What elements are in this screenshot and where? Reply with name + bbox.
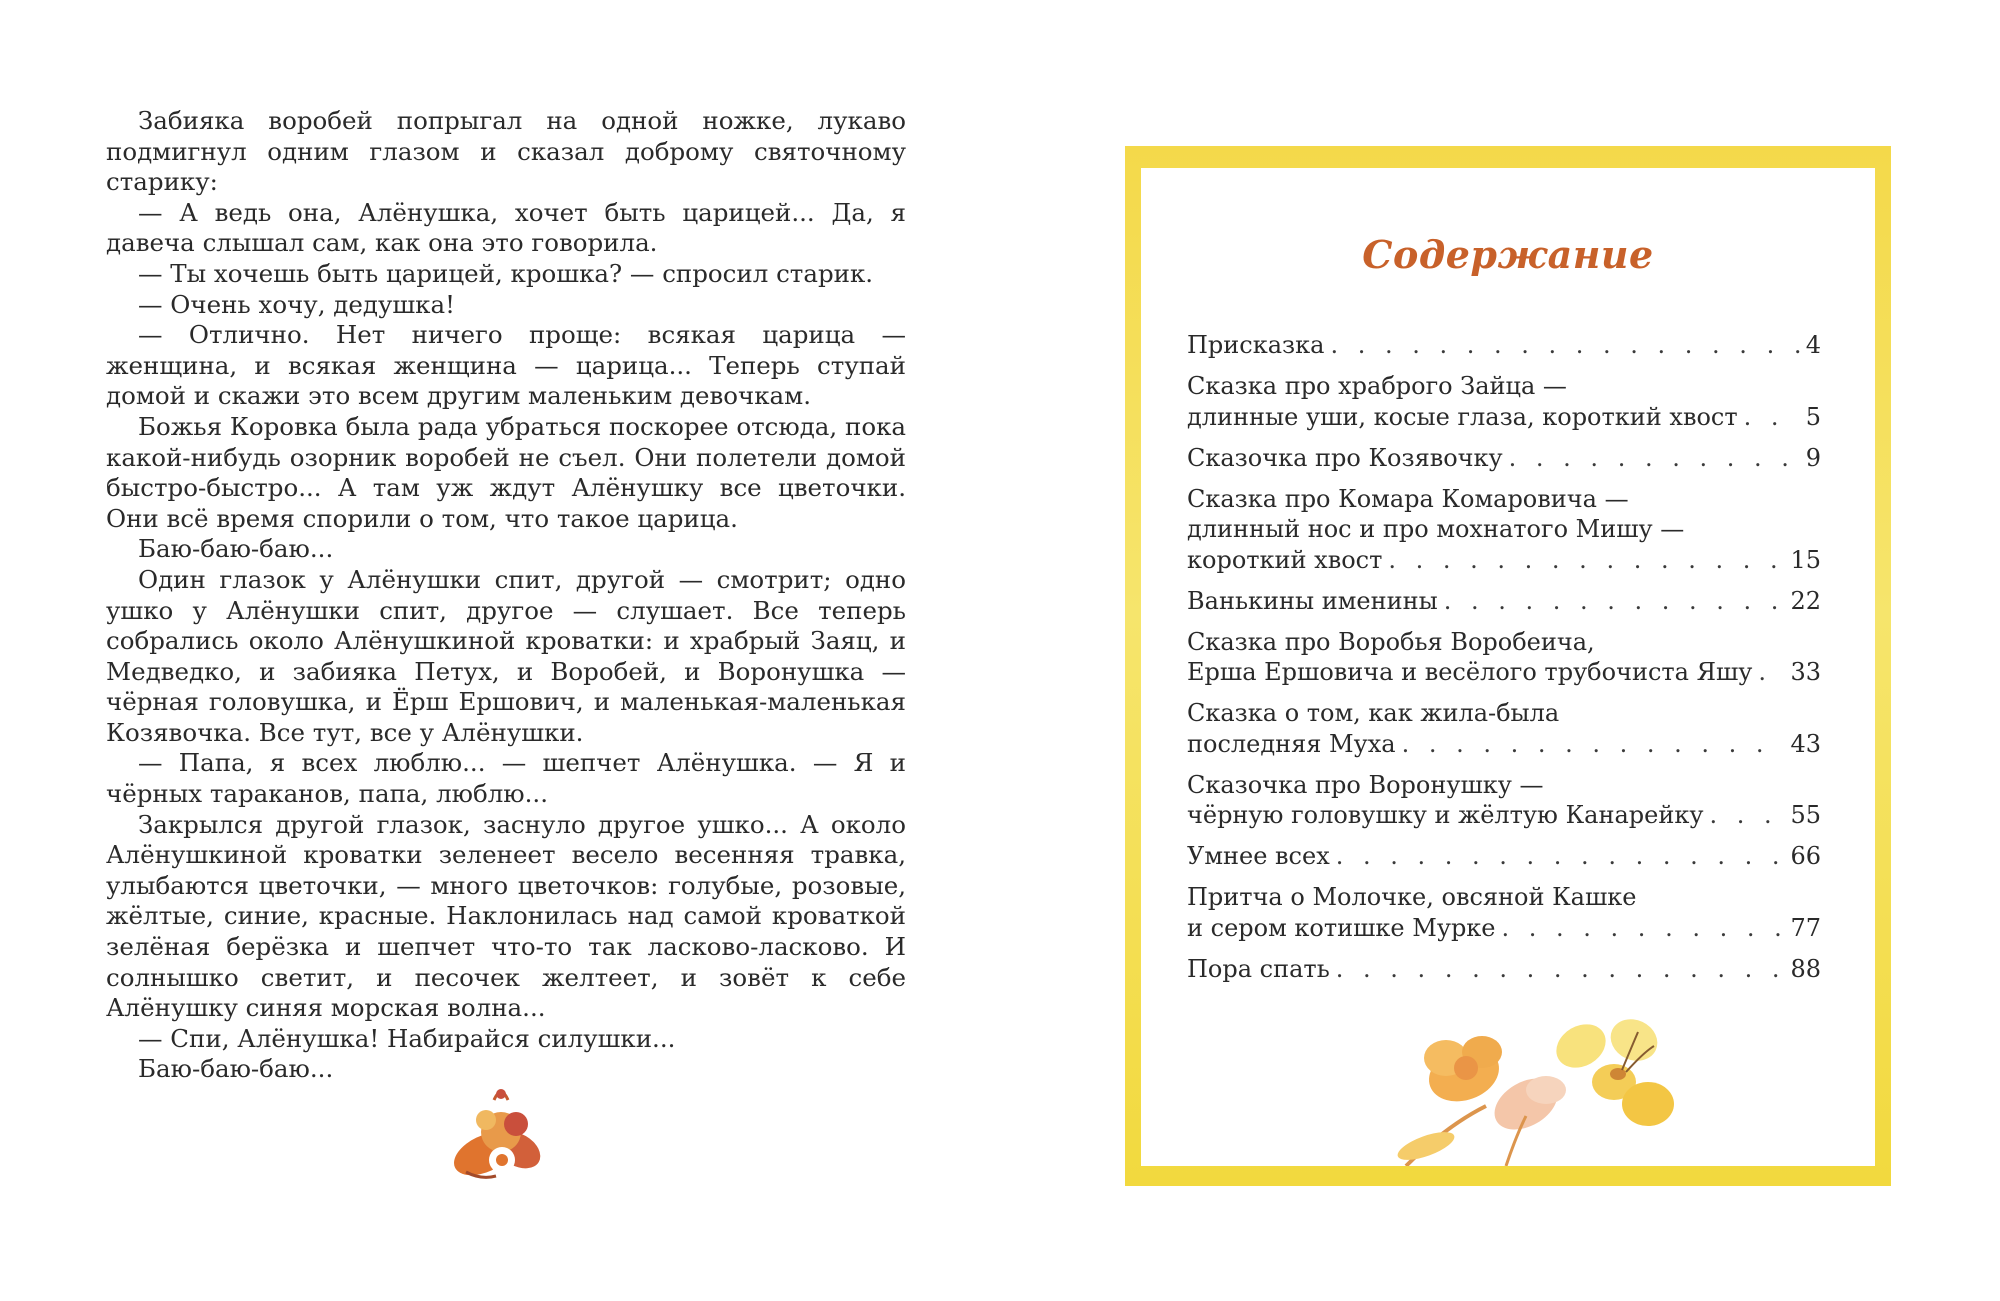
story-paragraph: Забияка воробей попрыгал на одной ножке, лукаво подмигнул одним глазом и сказал доброму святочному старику: xyxy=(106,106,906,197)
toc-entry[interactable] xyxy=(1187,484,1821,576)
toc-entry[interactable] xyxy=(1187,954,1821,985)
toc-page-number: 88 xyxy=(1790,954,1821,983)
flowers-and-bee-illustration-icon xyxy=(1386,1016,1716,1166)
story-paragraph: Закрылся другой глазок, заснуло другое ушко... А около Алёнушкиной кроватки зеленеет весело весенняя травка, улыбаются цветочки, — много цветочков: голубые, розовые, жёлтые, синие, красные. Наклонилась над самой кроваткой зелёная берёзка и шепчет что-то так ласково-ласково. И солнышко светит, и песочек желтеет, и зовёт к себе Алёнушку синяя морская волна... xyxy=(106,809,906,1023)
toc-entry-line xyxy=(1187,330,1821,361)
toc-panel xyxy=(1141,168,1875,1166)
toc-entry-line xyxy=(1187,729,1821,760)
toc-entry-title: Сказка про Комара Комаровича — xyxy=(1187,484,1629,513)
toc-page-number: 4 xyxy=(1805,331,1821,359)
toc-entry-title: Сказка про храброго Зайца — xyxy=(1187,372,1567,400)
toc-entry[interactable] xyxy=(1187,330,1821,361)
toc-page-number: 15 xyxy=(1790,545,1821,574)
toc-entry[interactable] xyxy=(1187,627,1821,688)
toc-entry-title: Сказка о том, как жила-была xyxy=(1187,699,1560,727)
toc-page-number: 43 xyxy=(1790,729,1821,758)
toc-page-number: 66 xyxy=(1790,842,1821,870)
toc-entry-title: Ванькины именины xyxy=(1187,586,1438,615)
toc-entry[interactable] xyxy=(1187,770,1821,831)
toc-entry-title: Присказка xyxy=(1187,331,1325,359)
toc-leader-dots xyxy=(1388,545,1784,576)
toc-frame xyxy=(1125,146,1891,1186)
story-paragraph: Один глазок у Алёнушки спит, другой — смотрит; одно ушко у Алёнушки спит, другое — слушает. Все теперь собрались около Алёнушкиной кроватки: и храбрый Заяц, и Медведко, и забияка Петух, и Воробей, и Воронушка — чёрная головушка, и Ёрш Ершович, и маленькая-маленькая Козявочка. Все тут, все у Алёнушки. xyxy=(106,564,906,747)
toc-entry-line xyxy=(1187,371,1821,402)
toc-entry-line xyxy=(1187,627,1821,658)
toc-entry[interactable] xyxy=(1187,586,1821,617)
toc-entry-line xyxy=(1187,800,1821,831)
toc-entry-title: короткий хвост xyxy=(1187,545,1383,574)
toc-entry-line xyxy=(1187,402,1821,433)
toc-entry-title: Притча о Молочке, овсяной Кашке xyxy=(1187,883,1637,911)
toc-title: Содержание xyxy=(1362,232,1654,277)
toc-entry-title: и сером котишке Мурке xyxy=(1187,913,1496,942)
toc-leader-dots xyxy=(1758,657,1784,688)
toc-entry[interactable] xyxy=(1187,698,1821,759)
story-text-page xyxy=(106,106,906,1085)
story-paragraph: — А ведь она, Алёнушка, хочет быть царицей... Да, я давеча слышал сам, как она это говорила. xyxy=(106,197,906,258)
toc-leader-dots xyxy=(1336,954,1785,985)
toc-entry-line xyxy=(1187,586,1821,617)
toc-page-number: 9 xyxy=(1805,443,1821,472)
story-paragraph: — Ты хочешь быть царицей, крошка? — спросил старик. xyxy=(138,258,874,288)
toc-leader-dots xyxy=(1502,913,1785,944)
story-paragraph: Божья Коровка была рада убраться поскорее отсюда, пока какой-нибудь озорник воробей не съел. Они полетели домой быстро-быстро... А там уж ждут Алёнушку все цветочки. Они всё время спорили о том, что такое царица. xyxy=(106,411,906,533)
toc-entry-line xyxy=(1187,657,1821,688)
story-paragraph: Баю-баю-баю... xyxy=(138,534,334,564)
toc-entry-title: длинный нос и про мохнатого Мишу — xyxy=(1187,515,1685,543)
toc-entry-line xyxy=(1187,954,1821,985)
toc-leader-dots xyxy=(1509,443,1800,474)
toc-entry[interactable] xyxy=(1187,882,1821,943)
toc-entry[interactable] xyxy=(1187,443,1821,474)
toc-entry-title: Сказочка про Воронушку — xyxy=(1187,770,1544,799)
toc-page-number: 22 xyxy=(1790,586,1821,615)
toc-page-number: 33 xyxy=(1790,658,1821,686)
story-paragraph: — Папа, я всех люблю... — шепчет Алёнушка. — Я и чёрных тараканов, папа, люблю... xyxy=(106,748,906,809)
toc-entry-title: Умнее всех xyxy=(1187,842,1330,870)
toc-entry-title: Пора спать xyxy=(1187,954,1330,983)
toc-entry-title: Ерша Ершовича и весёлого трубочиста Яшу xyxy=(1187,658,1753,686)
toc-entry-line xyxy=(1187,698,1821,729)
toc-leader-dots xyxy=(1330,330,1799,361)
toc-entry[interactable] xyxy=(1187,371,1821,432)
toc-entry-line xyxy=(1187,443,1821,474)
toc-page-number: 5 xyxy=(1805,402,1821,431)
toc-leader-dots xyxy=(1336,841,1785,872)
toc-leader-dots xyxy=(1709,800,1784,831)
toc-entry-title: чёрную головушку и жёлтую Канарейку xyxy=(1187,801,1704,829)
toc-entry-line xyxy=(1187,514,1821,545)
toc-entry-line xyxy=(1187,545,1821,576)
toc-entry-title: последняя Муха xyxy=(1187,729,1396,758)
toc-leader-dots xyxy=(1402,729,1785,760)
toc-entry-title: Сказка про Воробья Воробеича, xyxy=(1187,627,1595,656)
toc-entry-line xyxy=(1187,484,1821,515)
toc-page-number: 77 xyxy=(1790,913,1821,942)
toc-entry-title: Сказочка про Козявочку xyxy=(1187,443,1503,472)
toc-leader-dots xyxy=(1744,402,1800,433)
toc-entry-line xyxy=(1187,770,1821,801)
story-paragraph: — Спи, Алёнушка! Набирайся силушки... xyxy=(138,1023,676,1053)
toc-entry[interactable] xyxy=(1187,841,1821,872)
toc-leader-dots xyxy=(1444,586,1785,617)
toc-entry-title: длинные уши, косые глаза, короткий хвост xyxy=(1187,402,1738,431)
toc-entry-line xyxy=(1187,913,1821,944)
toc-list xyxy=(1187,330,1821,995)
toc-entry-line xyxy=(1187,882,1821,913)
floral-ornament-icon xyxy=(446,1080,556,1190)
story-paragraph: — Отлично. Нет ничего проще: всякая царица — женщина, и всякая женщина — царица... Теперь ступай домой и скажи это всем другим маленьким девочкам. xyxy=(106,320,906,411)
toc-entry-line xyxy=(1187,841,1821,872)
story-paragraph: — Очень хочу, дедушка! xyxy=(138,289,455,319)
story-paragraph: Баю-баю-баю... xyxy=(138,1054,334,1084)
toc-page-number: 55 xyxy=(1790,801,1821,829)
